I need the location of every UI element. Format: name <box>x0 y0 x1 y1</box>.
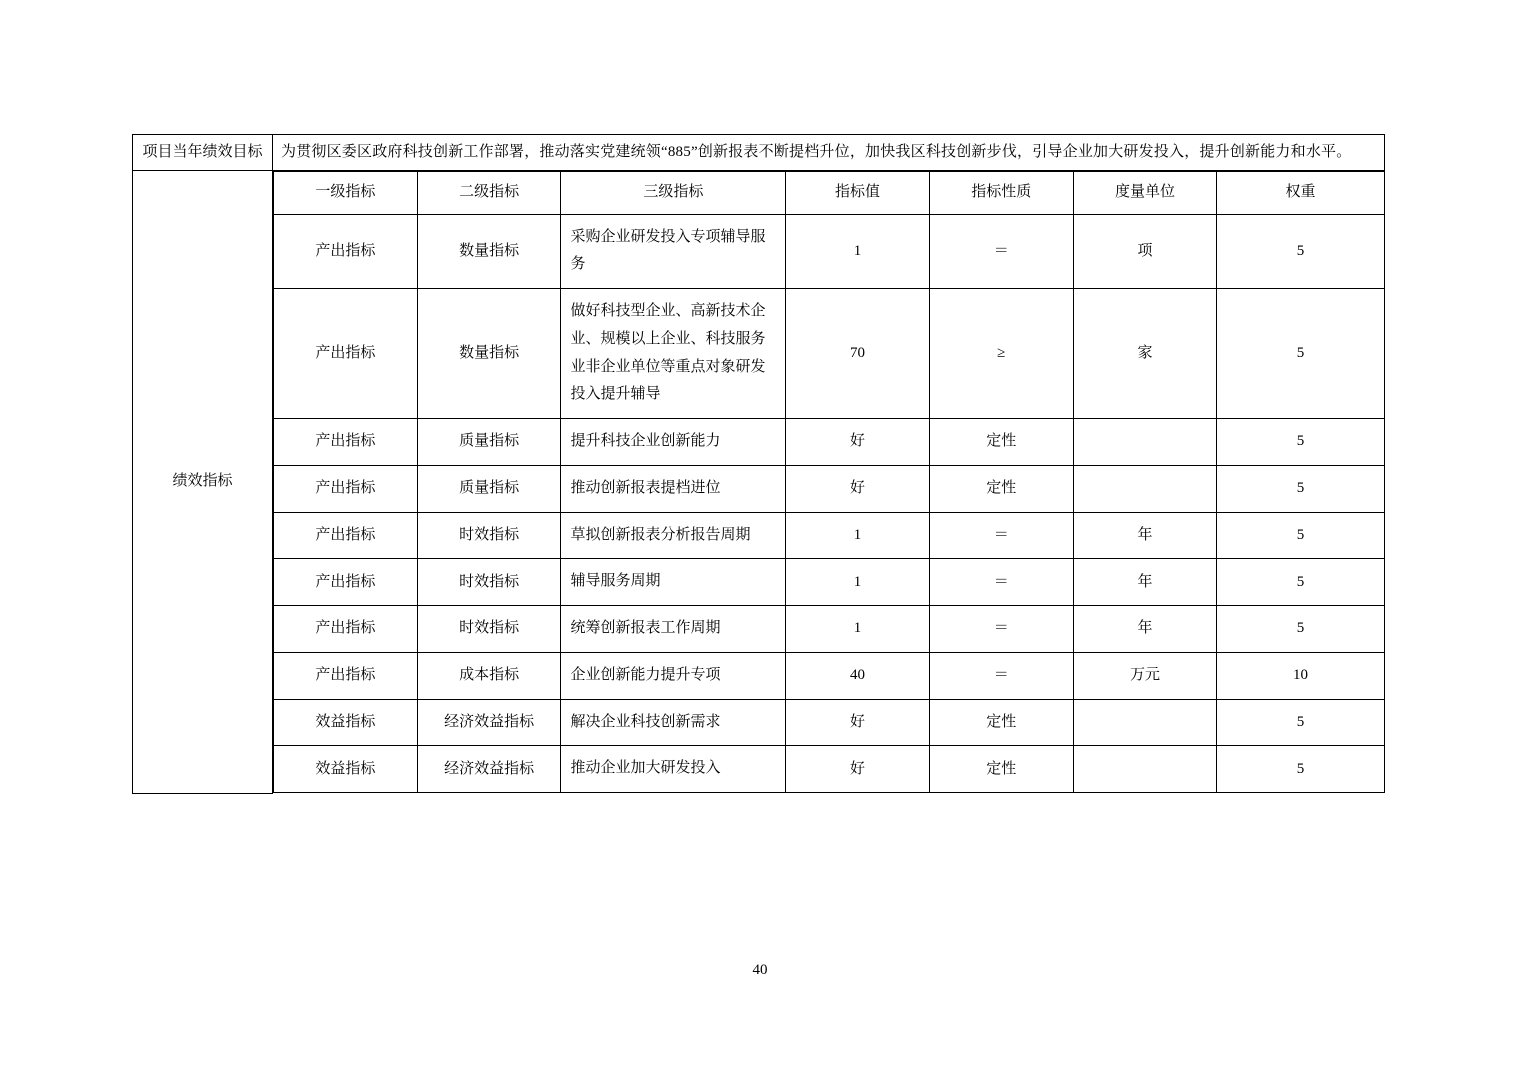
indicator-header-row <box>274 172 1385 214</box>
indicator-section-row <box>133 171 1385 793</box>
table-row <box>274 465 1385 512</box>
cell-unit: 项 <box>1073 214 1217 289</box>
cell-level1: 产出指标 <box>274 652 418 699</box>
cell-value: 好 <box>786 465 930 512</box>
cell-weight: 5 <box>1217 559 1384 606</box>
goal-row-label: 项目当年绩效目标 <box>133 135 273 171</box>
cell-nature: ＝ <box>929 606 1073 653</box>
cell-weight: 5 <box>1217 289 1384 419</box>
cell-level3: 解决企业科技创新需求 <box>561 699 786 746</box>
cell-nature: ＝ <box>929 652 1073 699</box>
goal-row <box>133 135 1385 171</box>
cell-level3: 草拟创新报表分析报告周期 <box>561 512 786 559</box>
cell-level2: 质量指标 <box>417 465 561 512</box>
cell-level3: 推动创新报表提档进位 <box>561 465 786 512</box>
cell-level2: 数量指标 <box>417 214 561 289</box>
header-level1: 一级指标 <box>274 172 418 214</box>
cell-level2: 经济效益指标 <box>417 746 561 793</box>
cell-unit: 年 <box>1073 606 1217 653</box>
cell-level1: 产出指标 <box>274 214 418 289</box>
cell-level1: 产出指标 <box>274 559 418 606</box>
cell-unit: 年 <box>1073 512 1217 559</box>
cell-weight: 5 <box>1217 214 1384 289</box>
cell-level1: 效益指标 <box>274 746 418 793</box>
cell-level3: 企业创新能力提升专项 <box>561 652 786 699</box>
cell-unit <box>1073 746 1217 793</box>
header-weight: 权重 <box>1217 172 1384 214</box>
cell-unit: 家 <box>1073 289 1217 419</box>
cell-weight: 10 <box>1217 652 1384 699</box>
cell-level3: 做好科技型企业、高新技术企业、规模以上企业、科技服务业非企业单位等重点对象研发投入提升辅导 <box>561 289 786 419</box>
cell-unit: 万元 <box>1073 652 1217 699</box>
performance-table <box>132 134 1385 794</box>
header-level2: 二级指标 <box>417 172 561 214</box>
cell-level2: 成本指标 <box>417 652 561 699</box>
cell-nature: ≥ <box>929 289 1073 419</box>
table-row <box>274 699 1385 746</box>
cell-level1: 产出指标 <box>274 465 418 512</box>
cell-nature: 定性 <box>929 699 1073 746</box>
indicator-table <box>273 171 1385 793</box>
cell-level2: 经济效益指标 <box>417 699 561 746</box>
cell-nature: ＝ <box>929 512 1073 559</box>
cell-nature: 定性 <box>929 465 1073 512</box>
header-nature: 指标性质 <box>929 172 1073 214</box>
table-row <box>274 419 1385 466</box>
cell-weight: 5 <box>1217 465 1384 512</box>
cell-weight: 5 <box>1217 606 1384 653</box>
cell-value: 40 <box>786 652 930 699</box>
header-unit: 度量单位 <box>1073 172 1217 214</box>
cell-unit <box>1073 465 1217 512</box>
cell-unit: 年 <box>1073 559 1217 606</box>
cell-value: 70 <box>786 289 930 419</box>
cell-level3: 辅导服务周期 <box>561 559 786 606</box>
cell-weight: 5 <box>1217 746 1384 793</box>
cell-level1: 效益指标 <box>274 699 418 746</box>
cell-value: 1 <box>786 559 930 606</box>
cell-level2: 时效指标 <box>417 512 561 559</box>
table-row <box>274 606 1385 653</box>
cell-level2: 质量指标 <box>417 419 561 466</box>
cell-unit <box>1073 699 1217 746</box>
cell-weight: 5 <box>1217 699 1384 746</box>
cell-level3: 采购企业研发投入专项辅导服务 <box>561 214 786 289</box>
cell-level1: 产出指标 <box>274 606 418 653</box>
goal-row-text: 为贯彻区委区政府科技创新工作部署，推动落实党建统领“885”创新报表不断提档升位，加快我区科技创新步伐，引导企业加大研发投入，提升创新能力和水平。 <box>273 135 1385 171</box>
cell-level3: 提升科技企业创新能力 <box>561 419 786 466</box>
cell-unit <box>1073 419 1217 466</box>
cell-level2: 时效指标 <box>417 606 561 653</box>
table-row <box>274 214 1385 289</box>
cell-value: 好 <box>786 419 930 466</box>
cell-value: 1 <box>786 512 930 559</box>
cell-weight: 5 <box>1217 419 1384 466</box>
cell-nature: ＝ <box>929 214 1073 289</box>
cell-nature: 定性 <box>929 746 1073 793</box>
cell-value: 1 <box>786 606 930 653</box>
header-value: 指标值 <box>786 172 930 214</box>
cell-level1: 产出指标 <box>274 289 418 419</box>
page-number: 40 <box>752 962 768 978</box>
table-row <box>274 559 1385 606</box>
cell-value: 好 <box>786 699 930 746</box>
table-row <box>274 512 1385 559</box>
cell-level3: 统筹创新报表工作周期 <box>561 606 786 653</box>
indicator-table-container <box>273 171 1385 793</box>
table-row <box>274 652 1385 699</box>
cell-weight: 5 <box>1217 512 1384 559</box>
cell-level2: 时效指标 <box>417 559 561 606</box>
cell-level2: 数量指标 <box>417 289 561 419</box>
cell-nature: ＝ <box>929 559 1073 606</box>
cell-nature: 定性 <box>929 419 1073 466</box>
cell-level1: 产出指标 <box>274 419 418 466</box>
cell-level3: 推动企业加大研发投入 <box>561 746 786 793</box>
table-row <box>274 746 1385 793</box>
cell-value: 1 <box>786 214 930 289</box>
indicator-section-label: 绩效指标 <box>133 171 273 793</box>
cell-value: 好 <box>786 746 930 793</box>
table-row <box>274 289 1385 419</box>
cell-level1: 产出指标 <box>274 512 418 559</box>
header-level3: 三级指标 <box>561 172 786 214</box>
